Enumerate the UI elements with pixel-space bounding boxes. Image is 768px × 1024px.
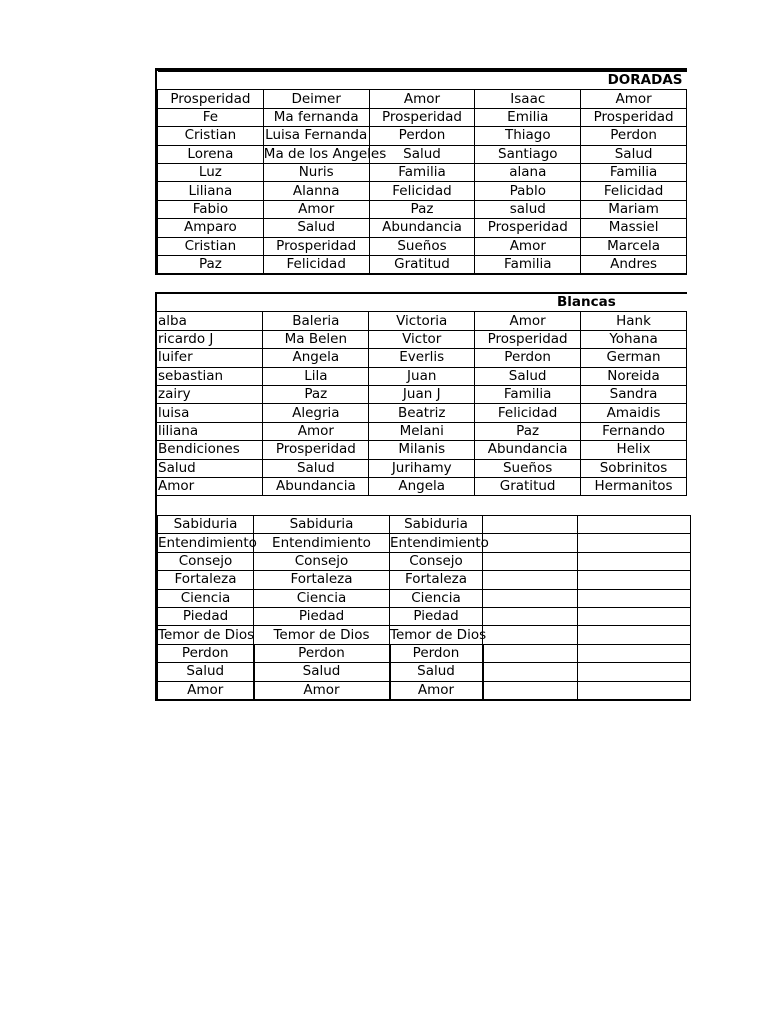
table-row	[158, 663, 691, 681]
doradas-title: DORADAS	[158, 72, 687, 90]
table-row	[158, 552, 691, 570]
blancas-table	[155, 292, 687, 496]
table-cell: Sueños	[369, 237, 475, 255]
table-row	[158, 516, 691, 534]
table-cell: Cristian	[158, 127, 264, 145]
table-cell: Prosperidad	[263, 237, 369, 255]
table-cell: Familia	[475, 255, 581, 274]
table-cell	[578, 571, 691, 589]
table-cell: Salud	[263, 219, 369, 237]
table-cell: Salud	[263, 459, 369, 477]
table-cell: Gratitud	[369, 255, 475, 274]
table-cell	[483, 607, 578, 625]
table-cell: Baleria	[263, 312, 369, 330]
table-cell: Santiago	[475, 145, 581, 163]
table-cell: Amparo	[158, 219, 264, 237]
table-cell: Hank	[581, 312, 687, 330]
table-cell: Liliana	[158, 182, 264, 200]
table-cell: Piedad	[390, 607, 483, 625]
table-cell: Prosperidad	[581, 108, 687, 126]
table-cell: luifer	[157, 349, 263, 367]
table-cell: Luz	[158, 163, 264, 181]
table-cell: Consejo	[158, 552, 254, 570]
table-row	[157, 367, 687, 385]
table-cell: Yohana	[581, 330, 687, 348]
table-cell	[483, 516, 578, 534]
table-row	[158, 255, 687, 274]
table-row	[158, 571, 691, 589]
table-cell: Familia	[369, 163, 475, 181]
table-cell: Amor	[369, 90, 475, 108]
table-cell: Ciencia	[158, 589, 254, 607]
table-cell: Salud	[475, 367, 581, 385]
table-cell: Victor	[369, 330, 475, 348]
table-cell: Emilia	[475, 108, 581, 126]
table-row	[157, 349, 687, 367]
table-cell	[578, 552, 691, 570]
table-cell: Gratitud	[475, 477, 581, 495]
table-row	[158, 644, 691, 662]
table-cell: Luisa Fernanda	[265, 127, 368, 144]
table-cell: Amor	[390, 681, 483, 700]
table-cell: Melani	[369, 422, 475, 440]
table-cell: Milanis	[369, 441, 475, 459]
table-cell: Salud	[158, 663, 254, 681]
table-cell	[483, 663, 578, 681]
table-cell: Juan J	[369, 385, 475, 403]
table-cell	[578, 681, 691, 700]
table-cell	[578, 644, 691, 662]
table-cell: Fortaleza	[254, 571, 390, 589]
table-cell: Lila	[263, 367, 369, 385]
table-cell: Salud	[254, 663, 390, 681]
table-cell: Prosperidad	[475, 330, 581, 348]
table-cell: Prosperidad	[369, 108, 475, 126]
table-cell: Piedad	[254, 607, 390, 625]
table-cell: German	[581, 349, 687, 367]
table-cell	[483, 589, 578, 607]
table-cell: Amaidis	[581, 404, 687, 422]
table-cell: Consejo	[254, 552, 390, 570]
table-cell: Felicidad	[369, 182, 475, 200]
table-cell: Everlis	[369, 349, 475, 367]
table-cell: ricardo J	[157, 330, 263, 348]
table-cell: Pablo	[475, 182, 581, 200]
table-cell: Amor	[157, 477, 263, 495]
table-cell: Piedad	[158, 607, 254, 625]
blancas-title: Blancas	[157, 294, 687, 312]
table-cell: Consejo	[390, 552, 483, 570]
table-cell: Helix	[581, 441, 687, 459]
dones-table	[155, 515, 687, 701]
table-cell	[578, 516, 691, 534]
table-cell: Alegria	[263, 404, 369, 422]
table-cell: Paz	[263, 385, 369, 403]
table-cell: Sueños	[475, 459, 581, 477]
table-row	[157, 385, 687, 403]
table-row	[158, 219, 687, 237]
table-cell: Temor de Dios	[254, 626, 390, 644]
table-cell: Perdon	[254, 644, 390, 662]
table-cell: Amor	[263, 200, 369, 218]
table-cell: Bendiciones	[157, 441, 263, 459]
table-cell: Amor	[158, 681, 254, 700]
table-row	[158, 108, 687, 126]
table-cell: alana	[475, 163, 581, 181]
table-cell	[483, 644, 578, 662]
table-row	[157, 422, 687, 440]
table-row	[157, 330, 687, 348]
table-cell	[483, 534, 578, 552]
table-cell: Familia	[581, 163, 687, 181]
table-cell: Hermanitos	[581, 477, 687, 495]
table-row	[158, 589, 691, 607]
table-cell: Abundancia	[263, 477, 369, 495]
table-cell: Sandra	[581, 385, 687, 403]
table-cell: Amor	[475, 312, 581, 330]
table-row	[158, 90, 687, 108]
table-cell: Marcela	[581, 237, 687, 255]
table-row	[158, 534, 691, 552]
table-cell: Fernando	[581, 422, 687, 440]
table-cell	[578, 626, 691, 644]
table-cell: Entendimiento	[158, 534, 257, 551]
table-cell: Fortaleza	[390, 571, 483, 589]
table-cell	[483, 571, 578, 589]
table-cell: Juan	[369, 367, 475, 385]
table-cell: Amor	[475, 237, 581, 255]
table-cell: Ma Belen	[263, 330, 369, 348]
table-cell: Paz	[369, 200, 475, 218]
table-cell: Temor de Dios	[390, 626, 487, 643]
table-cell: Paz	[475, 422, 581, 440]
table-cell: Prosperidad	[475, 219, 581, 237]
table-cell: Thiago	[475, 127, 581, 145]
table-cell	[578, 663, 691, 681]
table-cell: Perdon	[475, 349, 581, 367]
table-cell: Temor de Dios	[158, 626, 255, 643]
table-cell: Jurihamy	[369, 459, 475, 477]
table-cell: alba	[157, 312, 263, 330]
doradas-table	[155, 68, 687, 275]
dones-body	[158, 516, 691, 700]
table-cell: Paz	[158, 255, 264, 274]
table-row	[157, 404, 687, 422]
table-cell: Salud	[581, 145, 687, 163]
table-cell: Fe	[158, 108, 264, 126]
table-cell: Victoria	[369, 312, 475, 330]
table-cell	[578, 589, 691, 607]
table-cell: Mariam	[581, 200, 687, 218]
table-row	[157, 312, 687, 330]
table-cell: Perdon	[390, 644, 483, 662]
table-cell: Noreida	[581, 367, 687, 385]
table-cell: Cristian	[158, 237, 264, 255]
table-cell: Salud	[369, 145, 475, 163]
table-cell	[578, 534, 691, 552]
table-cell: Sabiduria	[390, 516, 483, 534]
table-cell	[483, 552, 578, 570]
table-row	[157, 477, 687, 495]
table-row	[157, 459, 687, 477]
table-cell: salud	[475, 200, 581, 218]
table-cell: Amor	[263, 422, 369, 440]
table-cell: sebastian	[157, 367, 263, 385]
table-row	[158, 200, 687, 218]
table-cell: Perdon	[369, 127, 475, 145]
left-border-segment	[155, 495, 157, 515]
table-cell: Angela	[263, 349, 369, 367]
table-cell: Prosperidad	[158, 90, 264, 108]
table-cell: Angela	[369, 477, 475, 495]
table-cell: Ciencia	[254, 589, 390, 607]
table-cell: Perdon	[158, 644, 254, 662]
table-cell	[483, 681, 578, 700]
table-row	[158, 237, 687, 255]
table-row	[158, 163, 687, 181]
table-cell: luisa	[157, 404, 263, 422]
table-row	[158, 127, 687, 145]
table-cell: Beatriz	[369, 404, 475, 422]
table-cell: Sobrinitos	[581, 459, 687, 477]
table-row	[158, 607, 691, 625]
table-cell: Lorena	[158, 145, 264, 163]
table-cell: Massiel	[581, 219, 687, 237]
table-cell: Isaac	[475, 90, 581, 108]
table-cell: Perdon	[581, 127, 687, 145]
table-cell: Ma fernanda	[263, 108, 369, 126]
table-cell: Prosperidad	[263, 441, 369, 459]
table-cell: Amor	[581, 90, 687, 108]
table-cell: Deimer	[263, 90, 369, 108]
table-cell: Nuris	[263, 163, 369, 181]
table-cell	[483, 626, 578, 644]
table-cell: Felicidad	[581, 182, 687, 200]
table-cell: Familia	[475, 385, 581, 403]
table-row	[158, 681, 691, 700]
table-cell: Salud	[390, 663, 483, 681]
table-row	[158, 182, 687, 200]
table-cell: Abundancia	[475, 441, 581, 459]
table-row	[157, 441, 687, 459]
table-cell: Salud	[157, 459, 263, 477]
table-cell: Entendimiento	[254, 534, 390, 552]
table-cell: Ciencia	[390, 589, 483, 607]
table-cell: Sabiduria	[158, 516, 254, 534]
table-cell: zairy	[157, 385, 263, 403]
table-cell: Fabio	[158, 200, 264, 218]
table-row	[158, 145, 687, 163]
table-cell: Sabiduria	[254, 516, 390, 534]
table-cell: Abundancia	[369, 219, 475, 237]
table-cell: liliana	[157, 422, 263, 440]
blancas-body	[157, 312, 687, 496]
doradas-body	[158, 90, 687, 274]
table-cell	[578, 607, 691, 625]
table-row	[158, 626, 691, 644]
table-cell: Andres	[581, 255, 687, 274]
table-cell: Ma de los Angeles	[263, 145, 387, 162]
table-cell: Felicidad	[263, 255, 369, 274]
table-cell: Felicidad	[475, 404, 581, 422]
table-cell: Entendimiento	[390, 534, 489, 551]
table-cell: Alanna	[263, 182, 369, 200]
table-cell: Amor	[254, 681, 390, 700]
table-cell: Fortaleza	[158, 571, 254, 589]
